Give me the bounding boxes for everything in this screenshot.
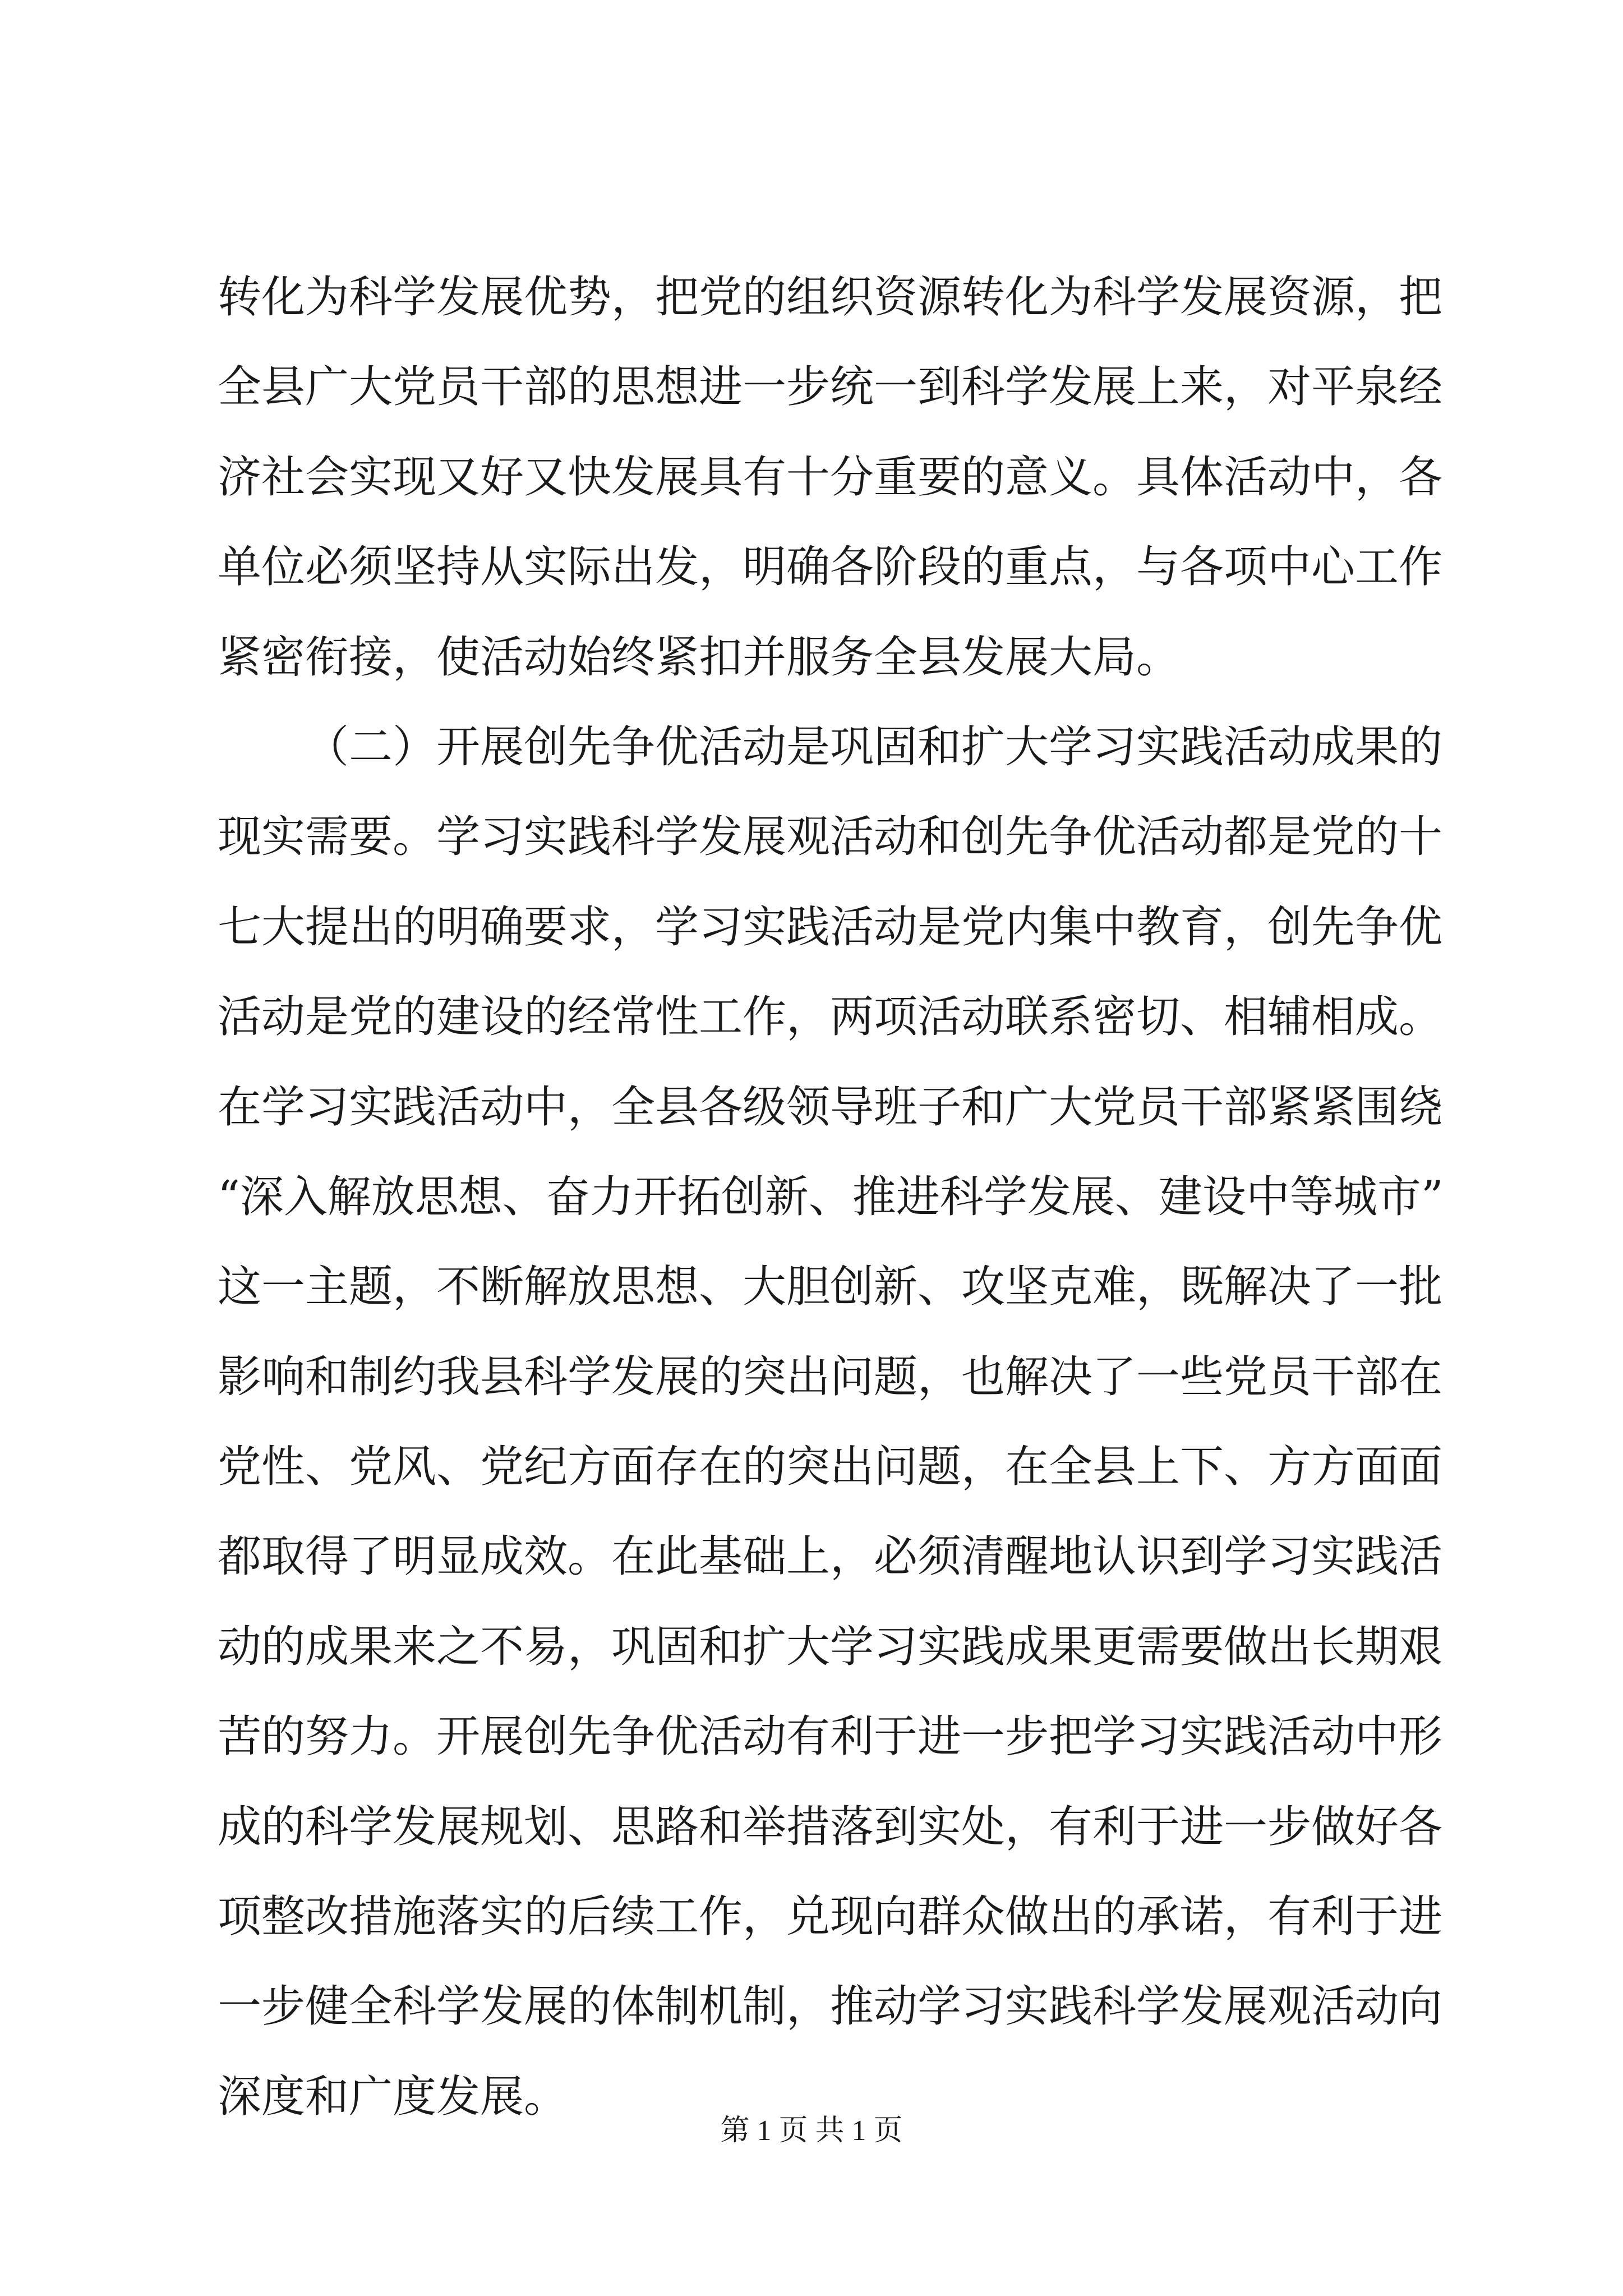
text-line: 转化为科学发展优势，把党的组织资源转化为科学发展资源，把 [218, 272, 1443, 323]
text-line: 济社会实现又好又快发展具有十分重要的意义。具体活动中，各 [218, 452, 1443, 503]
text-line: 都取得了明显成效。在此基础上，必须清醒地认识到学习实践活 [218, 1531, 1443, 1582]
paragraph-heading-line: （二）开展创先争优活动是巩固和扩大学习实践活动成果的 [305, 721, 1443, 772]
text-line: 现实需要。学习实践科学发展观活动和创先争优活动都是党的十 [218, 812, 1443, 863]
text-line: 单位必须坚持从实际出发，明确各阶段的重点，与各项中心工作 [218, 542, 1443, 593]
page-footer [0, 2106, 1623, 2148]
text-line: “深入解放思想、奋力开拓创新、推进科学发展、建设中等城市” [218, 1171, 1444, 1222]
text-line: 党性、党风、党纪方面存在的突出问题，在全县上下、方方面面 [218, 1442, 1443, 1493]
text-line: 这一主题，不断解放思想、大胆创新、攻坚克难，既解决了一批 [218, 1262, 1443, 1313]
body-text [218, 252, 1444, 2142]
text-line: 苦的努力。开展创先争优活动有利于进一步把学习实践活动中形 [218, 1711, 1443, 1763]
text-line: 成的科学发展规划、思路和举措落到实处，有利于进一步做好各 [218, 1801, 1443, 1852]
text-line: 紧密衔接，使活动始终紧扣并服务全县发展大局。 [218, 632, 1181, 683]
text-line: 影响和制约我县科学发展的突出问题，也解决了一些党员干部在 [218, 1351, 1443, 1402]
text-line: 全县广大党员干部的思想进一步统一到科学发展上来，对平泉经 [218, 362, 1443, 413]
text-line: 项整改措施落实的后续工作，兑现向群众做出的承诺，有利于进 [218, 1892, 1443, 1943]
text-line: 动的成果来之不易，巩固和扩大学习实践成果更需要做出长期艰 [218, 1621, 1443, 1672]
text-line: 深度和广度发展。 [218, 2071, 568, 2122]
text-line: 活动是党的建设的经常性工作，两项活动联系密切、相辅相成。 [218, 992, 1443, 1043]
text-line: 一步健全科学发展的体制机制，推动学习实践科学发展观活动向 [218, 1981, 1443, 2032]
text-line: 七大提出的明确要求，学习实践活动是党内集中教育，创先争优 [218, 901, 1443, 953]
page-number-label: 第 1 页 共 1 页 [720, 2115, 903, 2147]
text-line: 在学习实践活动中，全县各级领导班子和广大党员干部紧紧围绕 [218, 1082, 1443, 1133]
